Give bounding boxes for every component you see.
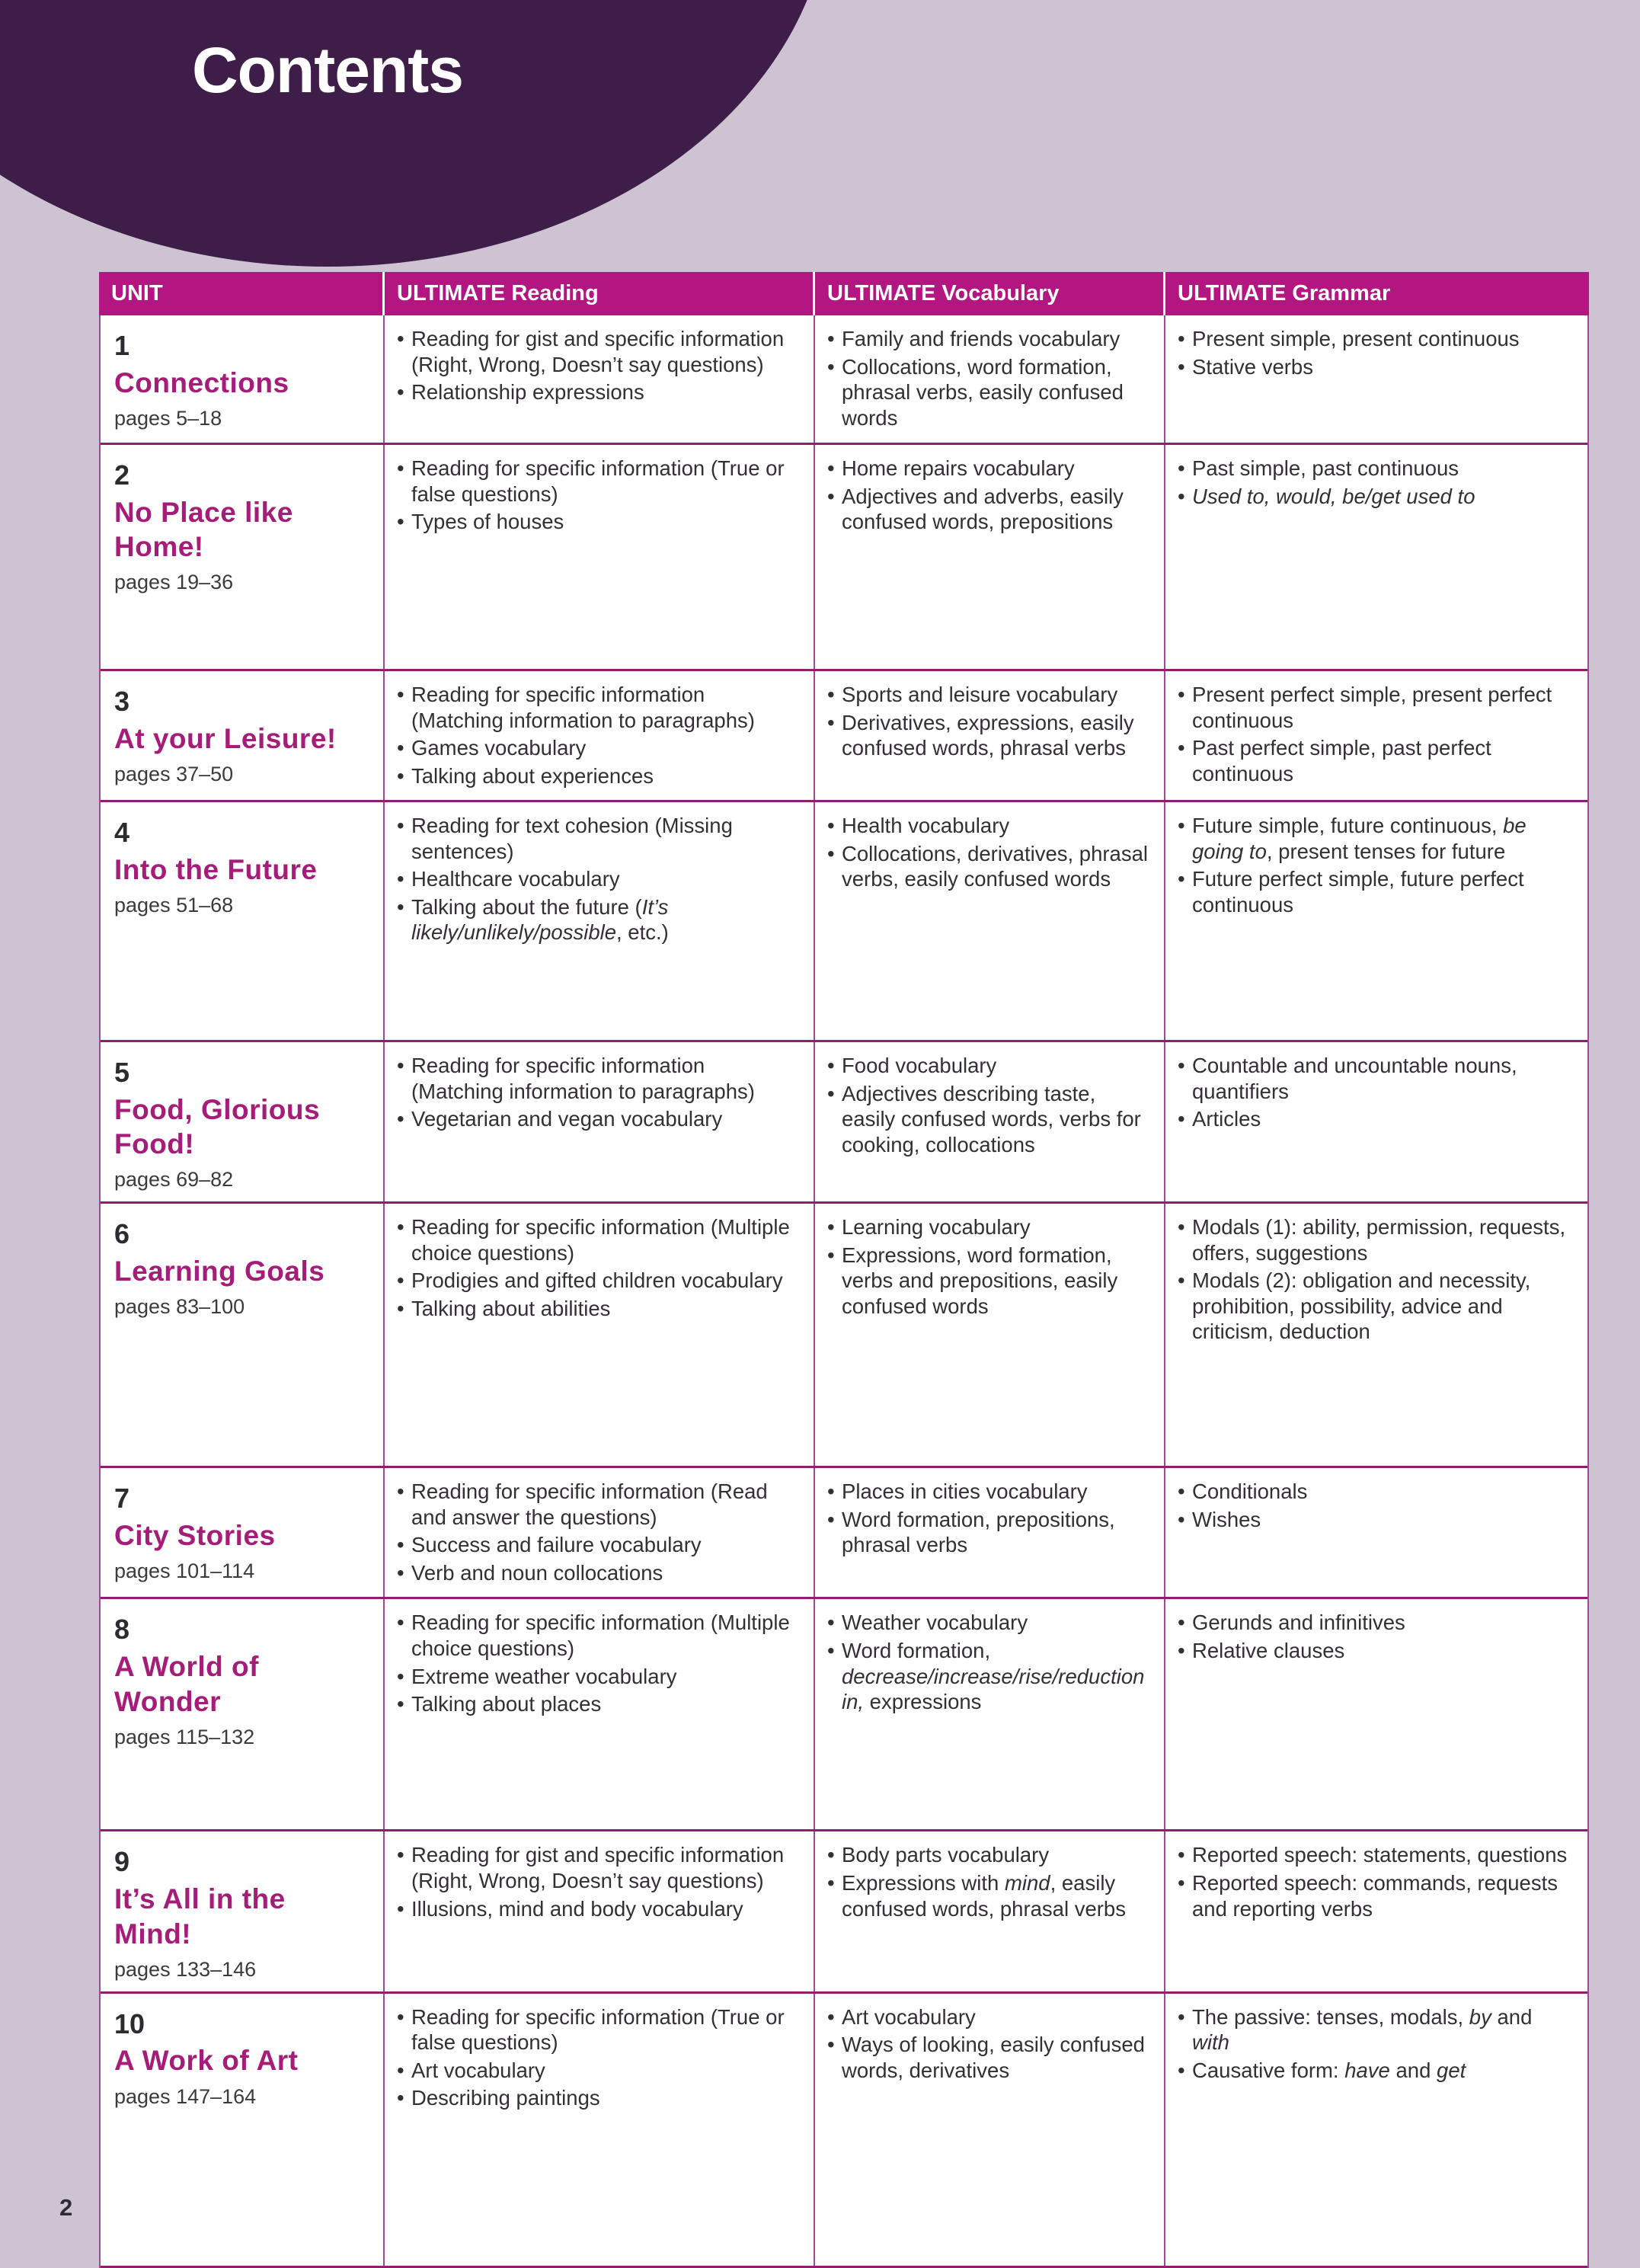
bullet-item: • Past perfect simple, past perfect continuous (1176, 735, 1574, 786)
unit-number: 5 (114, 1057, 130, 1089)
bullet-item: • Ways of looking, easily confused words, derivatives (826, 2032, 1150, 2083)
column-header-grammar: ULTIMATE Grammar (1163, 272, 1589, 315)
reading-cell (383, 1831, 814, 1991)
bullet-item: • Reading for gist and specific information (Right, Wrong, Doesn’t say questions) (395, 326, 800, 377)
unit-title: At your Leisure! (114, 722, 337, 754)
bullet-item: • Art vocabulary (395, 2058, 800, 2084)
vocabulary-cell (814, 1204, 1164, 1466)
bullet-item: • Extreme weather vocabulary (395, 1664, 800, 1690)
reading-cell (383, 1994, 814, 2266)
column-header-unit: UNIT (111, 281, 163, 305)
reading-cell (383, 315, 814, 443)
unit-pages: pages 51–68 (114, 894, 234, 917)
unit-cell (101, 1204, 383, 1466)
grammar-cell (1164, 315, 1588, 443)
bullet-item: • Reading for specific information (Matching information to paragraphs) (395, 1053, 800, 1104)
table-row-unit-7 (101, 1468, 1587, 1599)
unit-pages: pages 83–100 (114, 1295, 245, 1319)
bullet-item: • Talking about the future (It’s likely/unlikely/possible, etc.) (395, 894, 800, 945)
reading-cell (383, 671, 814, 800)
bullet-item: • Expressions, word formation, verbs and prepositions, easily confused words (826, 1243, 1150, 1320)
vocabulary-cell (814, 671, 1164, 800)
page-title: Contents (192, 34, 463, 106)
table-row-unit-2 (101, 445, 1587, 671)
bullet-item: • Used to, would, be/get used to (1176, 484, 1574, 510)
grammar-cell (1164, 1831, 1588, 1991)
contents-table (99, 272, 1589, 2268)
unit-cell (101, 315, 383, 443)
bullet-item: • Types of houses (395, 509, 800, 535)
bullet-item: • Success and failure vocabulary (395, 1532, 800, 1558)
column-header-vocabulary: ULTIMATE Vocabulary (813, 272, 1163, 315)
grammar-cell (1164, 1042, 1588, 1201)
unit-number: 2 (114, 459, 130, 491)
vocabulary-cell (814, 1468, 1164, 1597)
vocabulary-cell (814, 1042, 1164, 1201)
bullet-item: • Health vocabulary (826, 813, 1150, 839)
vocabulary-cell (814, 445, 1164, 669)
unit-number: 3 (114, 686, 130, 717)
bullet-item: • Learning vocabulary (826, 1214, 1150, 1240)
column-header-reading: ULTIMATE Reading (382, 272, 813, 315)
bullet-item: • Modals (1): ability, permission, requests, offers, suggestions (1176, 1214, 1574, 1265)
unit-number: 9 (114, 1846, 130, 1878)
bullet-item: • Reading for specific information (Matching information to paragraphs) (395, 682, 800, 733)
unit-title: Food, Glorious Food! (114, 1094, 321, 1160)
unit-title: It’s All in the Mind! (114, 1883, 286, 1950)
unit-title: A World of Wonder (114, 1651, 259, 1717)
grammar-cell (1164, 802, 1588, 1040)
table-row-unit-3 (101, 671, 1587, 802)
unit-cell (101, 1599, 383, 1829)
bullet-item: • Present simple, present continuous (1176, 326, 1574, 352)
bullet-item: • Future simple, future continuous, be going to, present tenses for future (1176, 813, 1574, 864)
unit-cell (101, 1831, 383, 1991)
bullet-item: • Reported speech: commands, requests and reporting verbs (1176, 1870, 1574, 1921)
bullet-item: • Collocations, word formation, phrasal verbs, easily confused words (826, 354, 1150, 431)
grammar-cell (1164, 671, 1588, 800)
bullet-item: • Relationship expressions (395, 379, 800, 405)
unit-number: 7 (114, 1483, 130, 1515)
bullet-item: • Reading for specific information (True or false questions) (395, 2004, 800, 2055)
bullet-item: • Reading for text cohesion (Missing sentences) (395, 813, 800, 864)
unit-number: 1 (114, 330, 130, 361)
bullet-item: • Food vocabulary (826, 1053, 1150, 1079)
reading-cell (383, 802, 814, 1040)
reading-cell (383, 445, 814, 669)
table-header-row (99, 272, 1589, 315)
bullet-item: • Places in cities vocabulary (826, 1479, 1150, 1505)
bullet-item: • Body parts vocabulary (826, 1842, 1150, 1868)
bullet-item: • Adjectives describing taste, easily confused words, verbs for cooking, collocations (826, 1081, 1150, 1158)
table-row-unit-10 (101, 1994, 1587, 2268)
table-row-unit-1 (101, 315, 1587, 445)
unit-title: City Stories (114, 1520, 276, 1552)
bullet-item: • Past simple, past continuous (1176, 456, 1574, 481)
contents-table-body (99, 315, 1589, 2268)
unit-cell (101, 1468, 383, 1597)
bullet-item: • Home repairs vocabulary (826, 456, 1150, 481)
vocabulary-cell (814, 1599, 1164, 1829)
bullet-item: • Family and friends vocabulary (826, 326, 1150, 352)
unit-number: 8 (114, 1614, 130, 1646)
vocabulary-cell (814, 1994, 1164, 2266)
grammar-cell (1164, 1468, 1588, 1597)
bullet-item: • Expressions with mind, easily confused words, phrasal verbs (826, 1870, 1150, 1921)
grammar-cell (1164, 1204, 1588, 1466)
bullet-item: • The passive: tenses, modals, by and with (1176, 2004, 1574, 2055)
table-row-unit-6 (101, 1204, 1587, 1468)
bullet-item: • Reading for gist and specific information (Right, Wrong, Doesn’t say questions) (395, 1842, 800, 1893)
reading-cell (383, 1599, 814, 1829)
bullet-item: • Art vocabulary (826, 2004, 1150, 2030)
unit-pages: pages 69–82 (114, 1168, 234, 1192)
unit-title: Into the Future (114, 854, 318, 886)
bullet-item: • Present perfect simple, present perfect continuous (1176, 682, 1574, 733)
bullet-item: • Healthcare vocabulary (395, 866, 800, 892)
grammar-cell (1164, 445, 1588, 669)
bullet-item: • Modals (2): obligation and necessity, prohibition, possibility, advice and criticism, deduction (1176, 1268, 1574, 1345)
bullet-item: • Talking about places (395, 1691, 800, 1717)
bullet-item: • Talking about abilities (395, 1296, 800, 1322)
reading-cell (383, 1468, 814, 1597)
unit-cell (101, 1042, 383, 1201)
page-number: 2 (59, 2194, 73, 2221)
bullet-item: • Derivatives, expressions, easily confused words, phrasal verbs (826, 710, 1150, 761)
bullet-item: • Verb and noun collocations (395, 1560, 800, 1586)
bullet-item: • Prodigies and gifted children vocabulary (395, 1268, 800, 1294)
grammar-cell (1164, 1599, 1588, 1829)
bullet-item: • Describing paintings (395, 2085, 800, 2111)
unit-cell (101, 1994, 383, 2266)
unit-pages: pages 133–146 (114, 1957, 257, 1981)
unit-pages: pages 115–132 (114, 1725, 255, 1748)
table-row-unit-8 (101, 1599, 1587, 1831)
bullet-item: • Conditionals (1176, 1479, 1574, 1505)
unit-number: 6 (114, 1218, 130, 1250)
bullet-item: • Stative verbs (1176, 354, 1574, 380)
unit-pages: pages 19–36 (114, 571, 234, 594)
bullet-item: • Collocations, derivatives, phrasal verbs, easily confused words (826, 841, 1150, 892)
grammar-cell (1164, 1994, 1588, 2266)
bullet-item: • Weather vocabulary (826, 1610, 1150, 1636)
unit-number: 10 (114, 2007, 145, 2039)
unit-cell (101, 671, 383, 800)
bullet-item: • Reading for specific information (Read and answer the questions) (395, 1479, 800, 1530)
reading-cell (383, 1204, 814, 1466)
bullet-item: • Illusions, mind and body vocabulary (395, 1896, 800, 1922)
table-row-unit-4 (101, 802, 1587, 1042)
bullet-item: • Talking about experiences (395, 763, 800, 789)
table-row-unit-9 (101, 1831, 1587, 1993)
bullet-item: • Countable and uncountable nouns, quantifiers (1176, 1053, 1574, 1104)
bullet-item: • Word formation, decrease/increase/rise/reduction in, expressions (826, 1638, 1150, 1715)
unit-cell (101, 445, 383, 669)
bullet-item: • Gerunds and infinitives (1176, 1610, 1574, 1636)
bullet-item: • Word formation, prepositions, phrasal verbs (826, 1507, 1150, 1558)
unit-pages: pages 147–164 (114, 2084, 257, 2108)
vocabulary-cell (814, 802, 1164, 1040)
bullet-item: • Causative form: have and get (1176, 2058, 1574, 2084)
bullet-item: • Reading for specific information (True or false questions) (395, 456, 800, 507)
bullet-item: • Games vocabulary (395, 735, 800, 761)
bullet-item: • Vegetarian and vegan vocabulary (395, 1106, 800, 1132)
bullet-item: • Adjectives and adverbs, easily confused words, prepositions (826, 484, 1150, 535)
unit-number: 4 (114, 817, 130, 849)
unit-pages: pages 101–114 (114, 1559, 255, 1583)
bullet-item: • Sports and leisure vocabulary (826, 682, 1150, 708)
unit-title: A Work of Art (114, 2045, 299, 2077)
unit-pages: pages 37–50 (114, 763, 234, 786)
bullet-item: • Reading for specific information (Multiple choice questions) (395, 1214, 800, 1265)
bullet-item: • Reading for specific information (Multiple choice questions) (395, 1610, 800, 1661)
bullet-item: • Wishes (1176, 1507, 1574, 1533)
bullet-item: • Future perfect simple, future perfect continuous (1176, 866, 1574, 917)
bullet-item: • Reported speech: statements, questions (1176, 1842, 1574, 1868)
vocabulary-cell (814, 1831, 1164, 1991)
reading-cell (383, 1042, 814, 1201)
table-row-unit-5 (101, 1042, 1587, 1204)
vocabulary-cell (814, 315, 1164, 443)
unit-title: No Place like Home! (114, 496, 293, 563)
bullet-item: • Articles (1176, 1106, 1574, 1132)
unit-title: Connections (114, 366, 289, 398)
bullet-item: • Relative clauses (1176, 1638, 1574, 1664)
unit-title: Learning Goals (114, 1256, 325, 1288)
unit-pages: pages 5–18 (114, 407, 222, 430)
unit-cell (101, 802, 383, 1040)
